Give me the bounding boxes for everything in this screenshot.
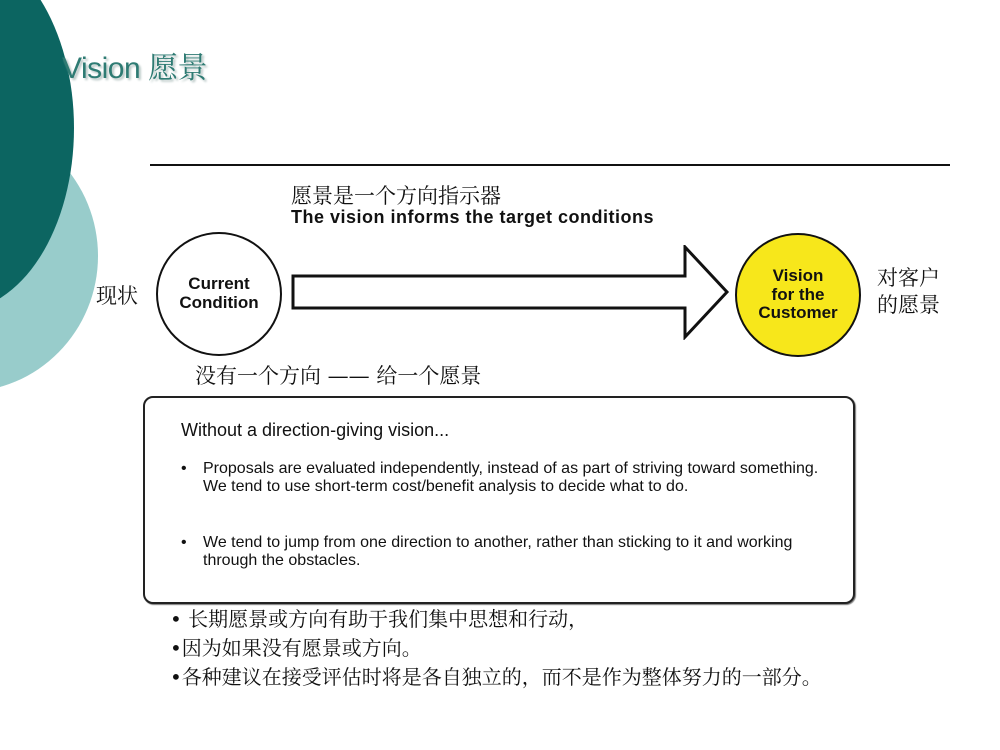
current-condition-node (156, 232, 282, 356)
note-item: • 长期愿景或方向有助于我们集中思想和行动， (170, 607, 589, 631)
vision-node-line3: Customer (758, 303, 838, 323)
bullet-dot: • (181, 460, 187, 477)
box-heading: Without a direction-giving vision... (181, 420, 450, 440)
customer-vision-label-line2: 的愿景 (877, 293, 940, 318)
current-node-line2: Condition (179, 293, 259, 312)
bullet-text: We tend to jump from one direction to another, rather than sticking to it and working through the obstacles. (203, 534, 793, 569)
notes-list (170, 605, 822, 692)
current-node-line1: Current (188, 274, 250, 294)
arrow-caption-en: The vision informs the target conditions (291, 207, 655, 227)
divider-line (150, 164, 950, 166)
customer-vision-label (877, 265, 940, 320)
customer-vision-label-line1: 对客户 (877, 266, 940, 290)
bullet-text: Proposals are evaluated independently, instead of as part of striving toward something. We tend to use short-term cost/benefit analysis to decide what to do. (203, 460, 819, 495)
slide-title: Vision 愿景 (62, 52, 208, 85)
vision-node-line2: for the (771, 284, 825, 304)
arrow-caption-cn: 愿景是一个方向指示器 (291, 184, 501, 208)
note-item: •因为如果没有愿景或方向。 (170, 636, 422, 660)
vision-for-customer-node (735, 233, 861, 357)
without-vision-box (143, 396, 855, 604)
direction-caption: 没有一个方向 —— 给一个愿景 (195, 364, 482, 388)
note-item: •各种建议在接受评估时将是各自独立的，而不是作为整体努力的一部分。 (170, 665, 822, 689)
vision-node-line1: Vision (772, 265, 824, 285)
right-arrow-icon (290, 245, 730, 340)
current-state-label: 现状 (96, 284, 138, 308)
bullet-dot: • (181, 534, 187, 551)
